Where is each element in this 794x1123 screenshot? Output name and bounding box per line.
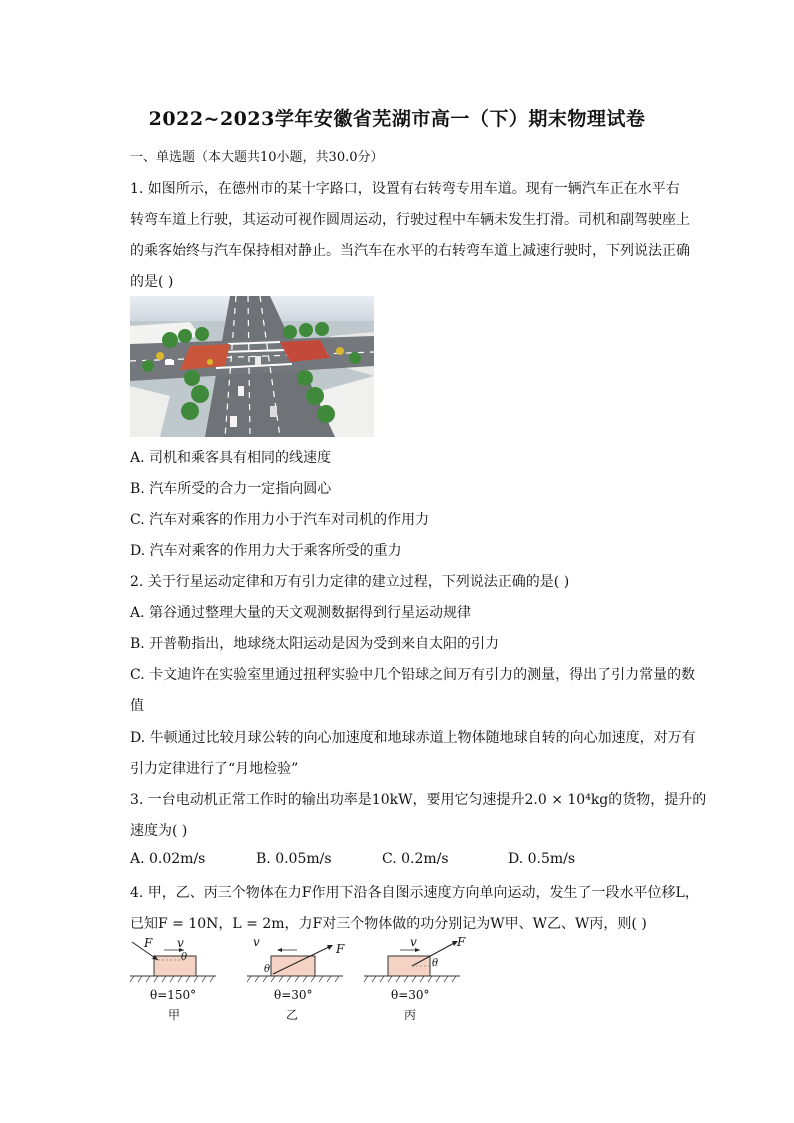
q2-option-c-cont: 值 <box>130 698 144 714</box>
q1-line-4: 的是( ) <box>130 274 174 290</box>
diagram-yi-force-label: F <box>336 942 345 956</box>
section-heading: 一、单选题（本大题共10小题，共30.0分） <box>130 150 384 165</box>
q2-option-c: C. 卡文迪许在实验室里通过扭秤实验中几个铅球之间万有引力的测量，得出了引力常量的数 <box>130 667 696 683</box>
q3-line-1: 3. 一台电动机正常工作时的输出功率是10kW，要用它匀速提升2.0 × 10⁴kg的货物，提升的 <box>130 792 707 808</box>
q3-line-2: 速度为( ) <box>130 823 188 839</box>
diagram-jia-angle: θ=150° <box>150 988 197 1002</box>
diagram-jia-force-label: F <box>144 936 153 950</box>
q2-option-b: B. 开普勒指出，地球绕太阳运动是因为受到来自太阳的引力 <box>130 636 500 652</box>
q1-option-d: D. 汽车对乘客的作用力大于乘客所受的重力 <box>130 543 402 559</box>
diagram-bing-velocity-label: v <box>410 935 417 949</box>
q2-line-1: 2. 关于行星运动定律和万有引力定律的建立过程，下列说法正确的是( ) <box>130 574 570 590</box>
q1-line-1: 1. 如图所示，在德州市的某十字路口，设置有右转弯专用车道。现有一辆汽车正在水平右 <box>130 181 680 197</box>
intersection-photo <box>130 296 374 437</box>
diagram-jia-angle-label: θ <box>181 952 188 963</box>
diagram-bing-force-label: F <box>457 935 466 949</box>
q2-option-d: D. 牛顿通过比较月球公转的向心加速度和地球赤道上物体随地球自转的向心加速度，对万有 <box>130 730 696 746</box>
q1-line-3: 的乘客始终与汽车保持相对静止。当汽车在水平的右转弯车道上减速行驶时，下列说法正确 <box>130 243 690 259</box>
q4-line-2: 已知F = 10N，L = 2m，力F对三个物体做的功分别记为W甲、W乙、W丙，则( ) <box>130 916 647 932</box>
q2-option-a: A. 第谷通过整理大量的天文观测数据得到行星运动规律 <box>130 605 472 621</box>
exam-title: 2022~2023学年安徽省芜湖市高一（下）期末物理试卷 <box>148 108 646 130</box>
diagram-jia-velocity-label: v <box>177 936 184 950</box>
q3-option-d: D. 0.5m/s <box>508 851 576 867</box>
q3-option-a: A. 0.02m/s <box>130 851 206 867</box>
diagram-yi-angle-label: θ <box>264 964 271 975</box>
q1-option-b: B. 汽车所受的合力一定指向圆心 <box>130 481 332 497</box>
q1-option-c: C. 汽车对乘客的作用力小于汽车对司机的作用力 <box>130 512 430 528</box>
diagram-jia-caption: 甲 <box>168 1008 181 1022</box>
q1-option-a: A. 司机和乘客具有相同的线速度 <box>130 450 332 466</box>
q2-option-d-cont: 引力定律进行了“月地检验” <box>130 761 299 777</box>
diagram-yi-caption: 乙 <box>286 1008 299 1022</box>
q1-line-2: 转弯车道上行驶，其运动可视作圆周运动，行驶过程中车辆未发生打滑。司机和副驾驶座上 <box>130 212 690 228</box>
diagram-bing-caption: 丙 <box>404 1008 417 1022</box>
diagram-bing-angle-label: θ <box>432 958 439 969</box>
diagram-yi-velocity-label: v <box>253 935 260 949</box>
q3-option-b: B. 0.05m/s <box>256 851 332 867</box>
q3-option-c: C. 0.2m/s <box>382 851 449 867</box>
diagram-bing-angle: θ=30° <box>391 988 430 1002</box>
diagram-yi-angle: θ=30° <box>274 988 313 1002</box>
q4-line-1: 4. 甲，乙、丙三个物体在力F作用下沿各自图示速度方向单向运动，发生了一段水平位移L， <box>130 885 699 901</box>
